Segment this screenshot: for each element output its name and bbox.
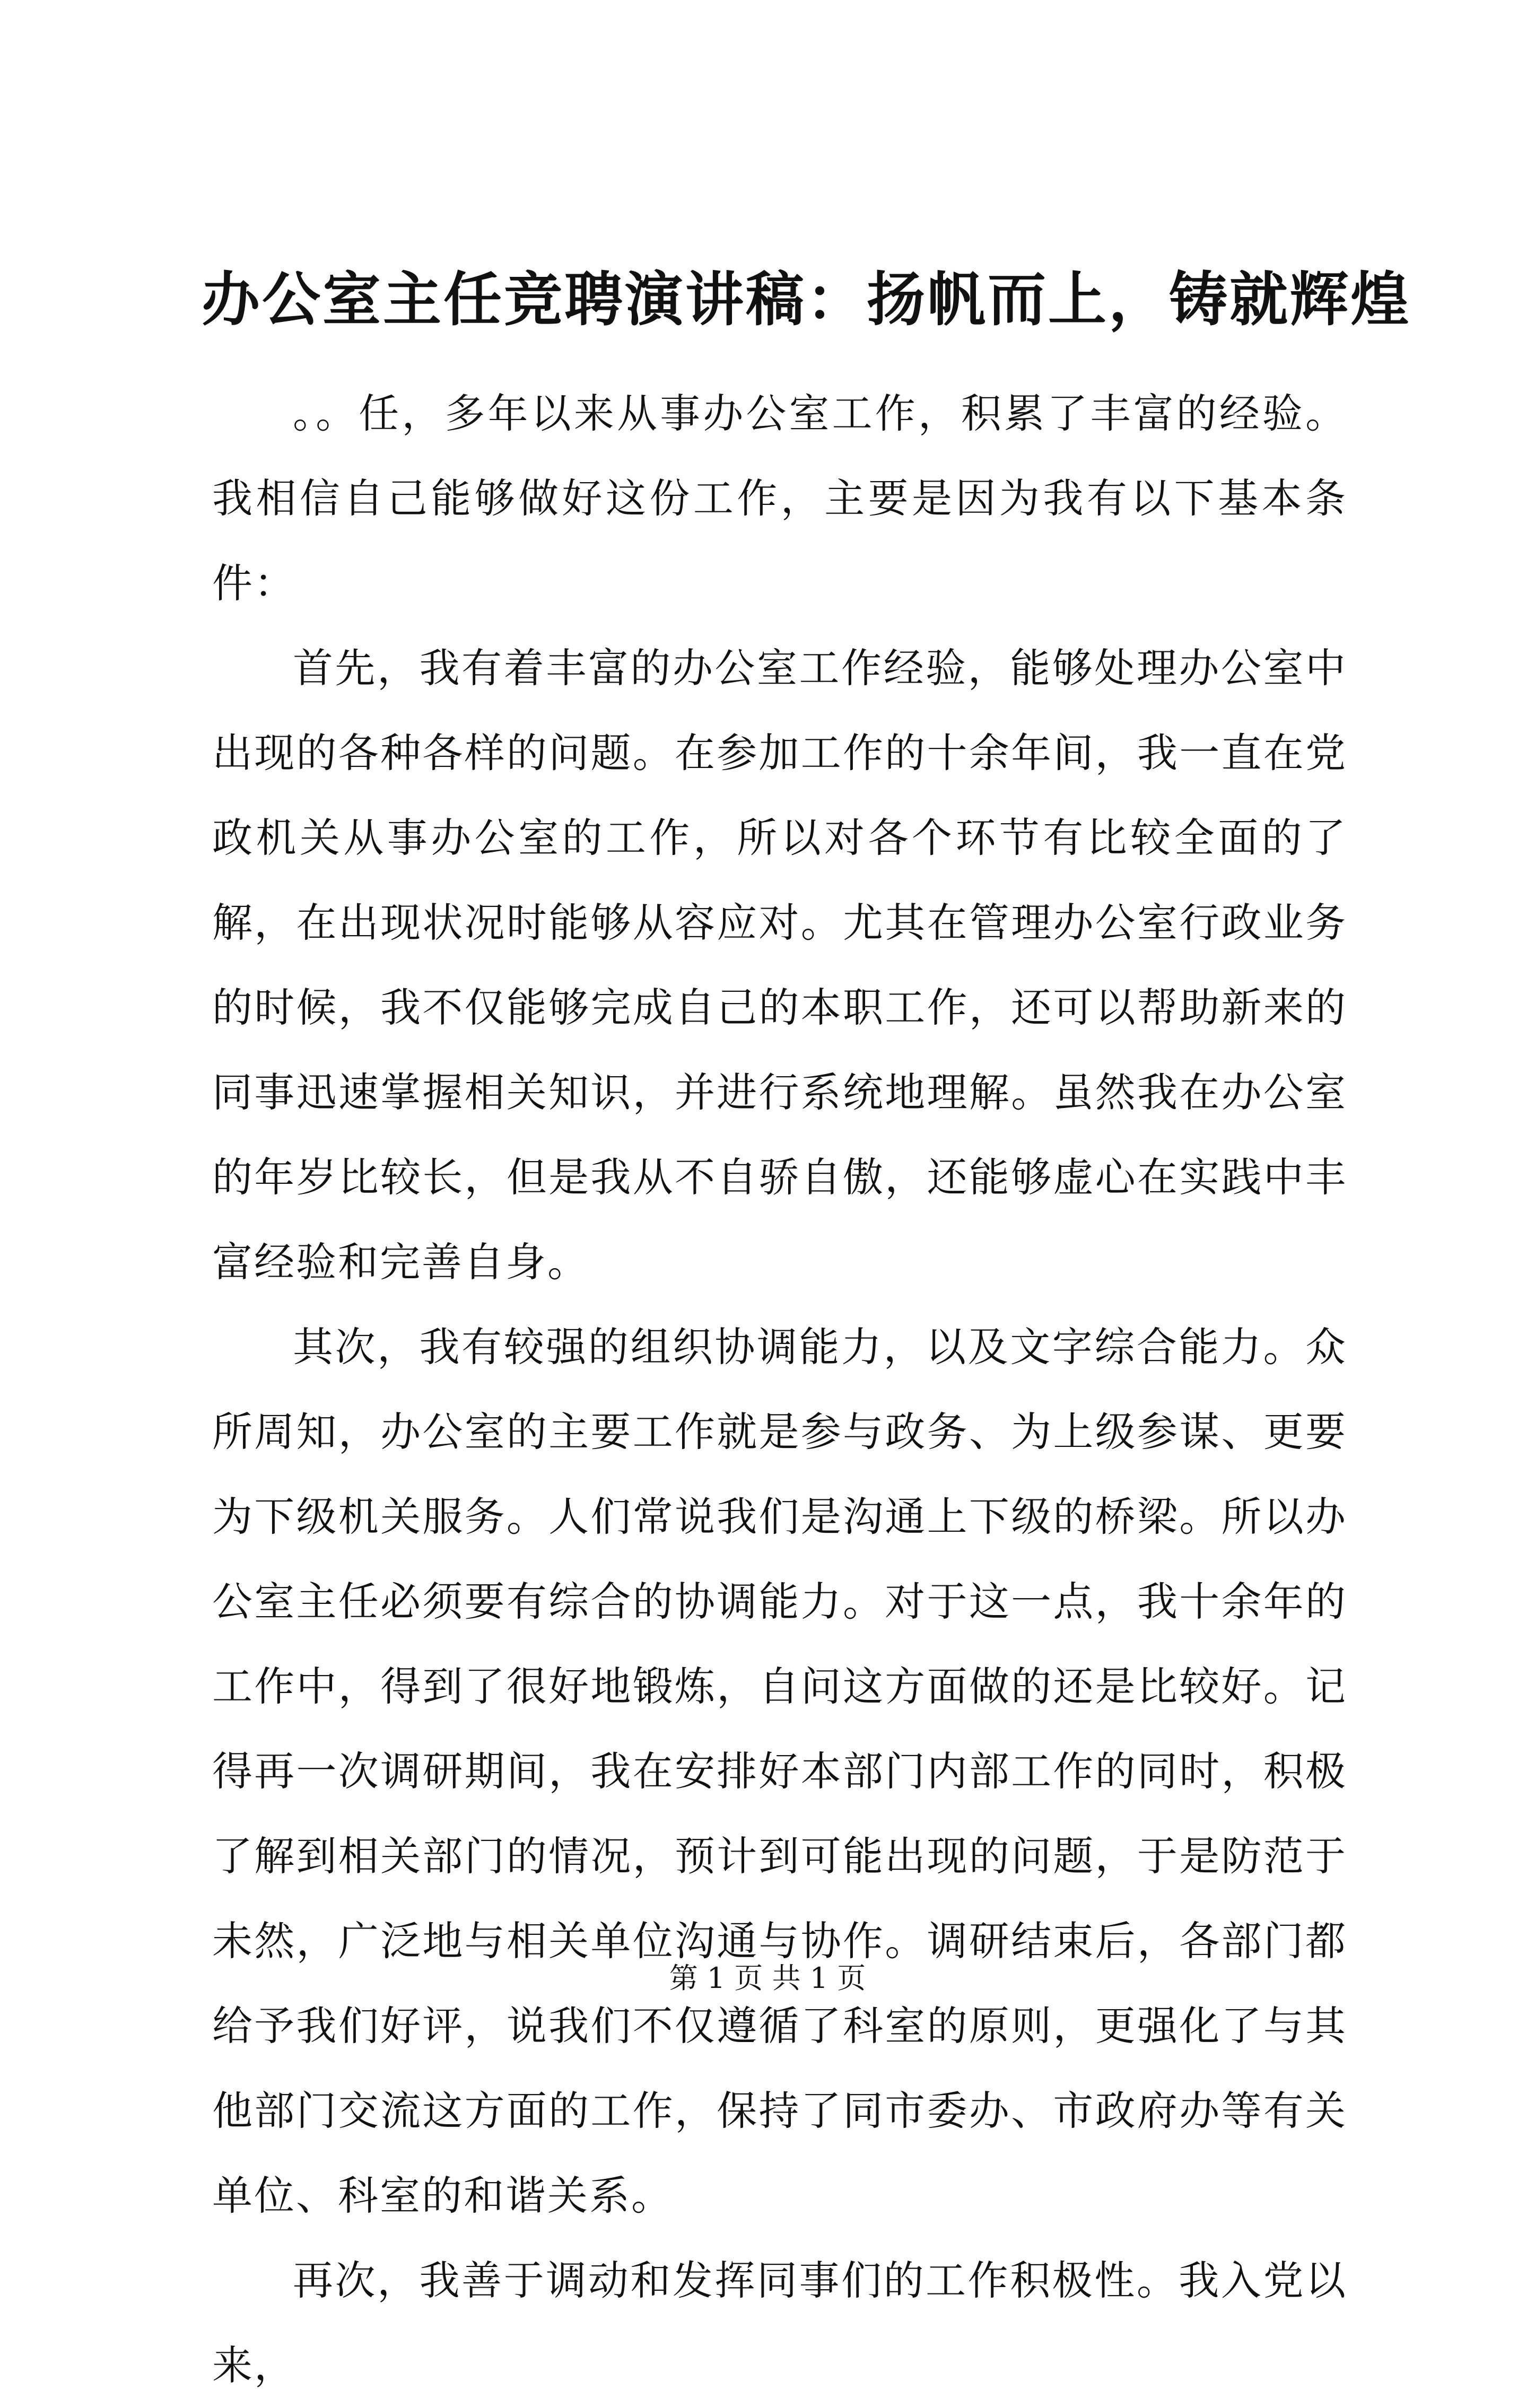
document-body: [212, 371, 1347, 2408]
paragraph-experience: 首先，我有着丰富的办公室工作经验，能够处理办公室中出现的各种各样的问题。在参加工作的十余年间，我一直在党政机关从事办公室的工作，所以对各个环节有比较全面的了解，在出现状况时能够从容应对。尤其在管理办公室行政业务的时候，我不仅能够完成自己的本职工作，还可以帮助新来的同事迅速掌握相关知识，并进行系统地理解。虽然我在办公室的年岁比较长，但是我从不自骄自傲，还能够虚心在实践中丰富经验和完善自身。: [212, 644, 1347, 1286]
paragraph-motivation: 再次，我善于调动和发挥同事们的工作积极性。我入党以来，: [212, 2257, 1347, 2389]
paragraph-coordination: 其次，我有较强的组织协调能力，以及文字综合能力。众所周知，办公室的主要工作就是参与政务、为上级参谋、更要为下级机关服务。人们常说我们是沟通上下级的桥梁。所以办公室主任必须要有综合的协调能力。对于这一点，我十余年的工作中，得到了很好地锻炼，自问这方面做的还是比较好。记得再一次调研期间，我在安排好本部门内部工作的同时，积极了解到相关部门的情况，预计到可能出现的问题，于是防范于未然，广泛地与相关单位沟通与协作。调研结束后，各部门都给予我们好评，说我们不仅遵循了科室的原则，更强化了与其他部门交流这方面的工作，保持了同市委办、市政府办等有关单位、科室的和谐关系。: [212, 1323, 1347, 2219]
paragraph-intro: 。。任，多年以来从事办公室工作，积累了丰富的经验。我相信自己能够做好这份工作，主要是因为我有以下基本条件：: [212, 390, 1347, 607]
document-title: 办公室主任竞聘演讲稿：扬帆而上，铸就辉煌: [202, 265, 1411, 334]
page-number-footer: 第 1 页 共 1 页: [669, 1961, 866, 1995]
